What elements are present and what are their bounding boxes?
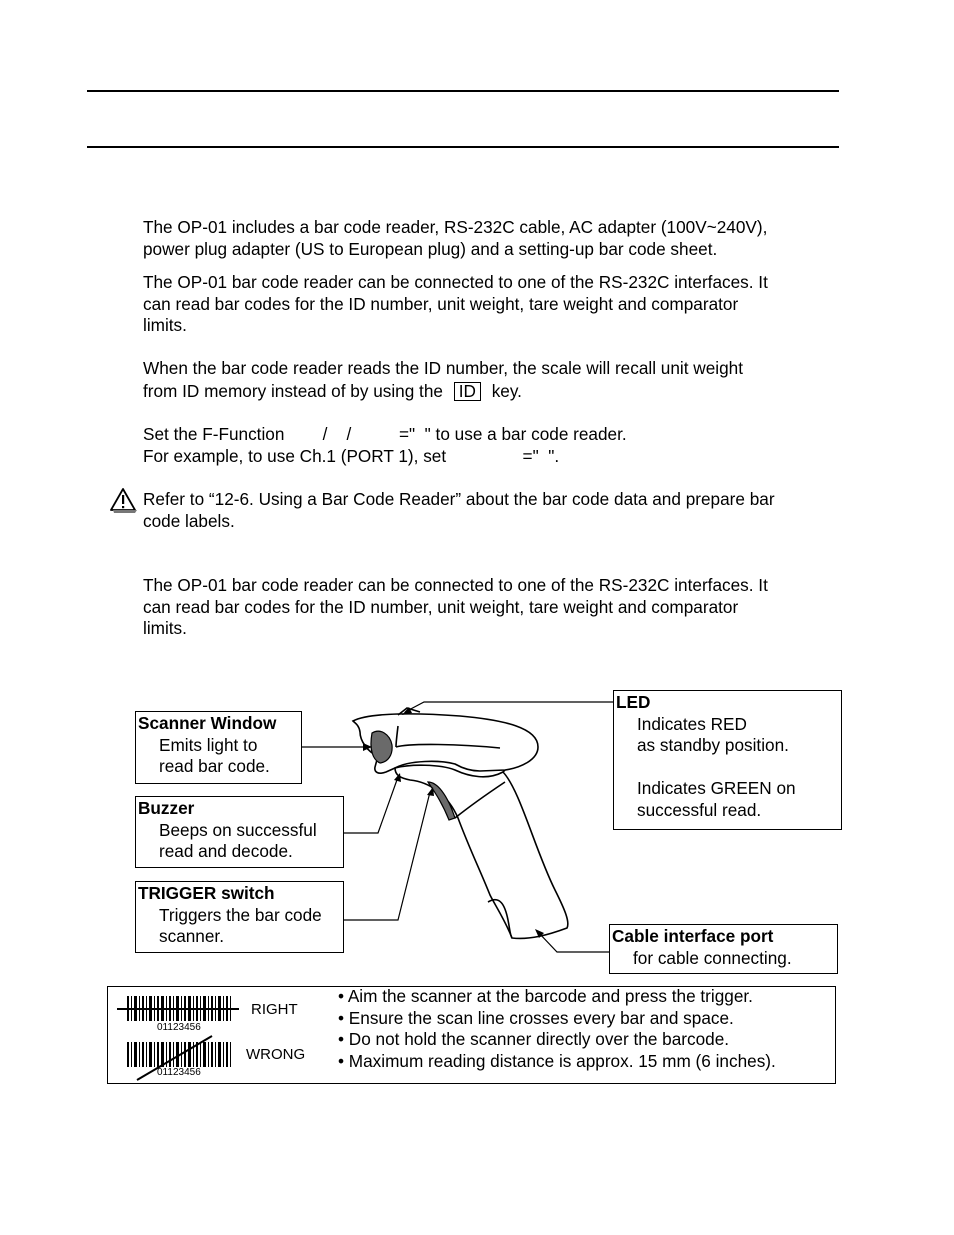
callout-cable-interface-port: Cable interface port for cable connecting.: [609, 924, 838, 974]
caution-note: Refer to “12-6. Using a Bar Code Reader” about the bar code data and prepare bar code labels.: [143, 489, 775, 531]
callout-trigger-switch: TRIGGER switch Triggers the bar code scanner.: [135, 881, 344, 953]
barcode-right-digits: 01123456: [157, 1022, 201, 1033]
callout-led: LED Indicates RED as standby position. Indicates GREEN on successful read.: [613, 690, 842, 830]
callout-scanner-window: Scanner Window Emits light to read bar code.: [135, 711, 302, 784]
callout-buzzer: Buzzer Beeps on successful read and decode.: [135, 796, 344, 868]
tip-item: • Ensure the scan line crosses every bar and space.: [338, 1007, 734, 1028]
wrong-label: WRONG: [246, 1046, 306, 1063]
tip-item: • Maximum reading distance is approx. 15 mm (6 inches).: [338, 1050, 776, 1071]
tip-item: • Aim the scanner at the barcode and press the trigger.: [338, 986, 753, 1006]
caution-icon: [111, 489, 137, 513]
tip-item: • Do not hold the scanner directly over the barcode.: [338, 1029, 730, 1050]
id-key-label: ID: [454, 382, 481, 401]
id-recall-paragraph: When the bar code reader reads the ID number, the scale will recall unit weight from ID memory instead of by using the ID key.: [143, 358, 743, 401]
interfaces-paragraph: The OP-01 bar code reader can be connected to one of the RS-232C interfaces. It can read bar codes for the ID number, unit weight, tare weight and comparator limits.: [143, 575, 768, 639]
right-label: RIGHT: [251, 1001, 298, 1018]
scanning-tips-list: [338, 986, 776, 1072]
f-function-paragraph: Set the F-Function / / =" " to use a bar code reader. For example, to use Ch.1 (PORT 1), set =" ".: [143, 424, 627, 466]
barcode-wrong-digits: 01123456: [157, 1067, 201, 1078]
intro-paragraph: The OP-01 includes a bar code reader, RS-232C cable, AC adapter (100V~240V), power plug adapter (US to European plug) and a setting-up bar code sheet.: [143, 217, 768, 259]
connection-paragraph: The OP-01 bar code reader can be connected to one of the RS-232C interfaces. It can read bar codes for the ID number, unit weight, tare weight and comparator limits.: [143, 272, 768, 336]
